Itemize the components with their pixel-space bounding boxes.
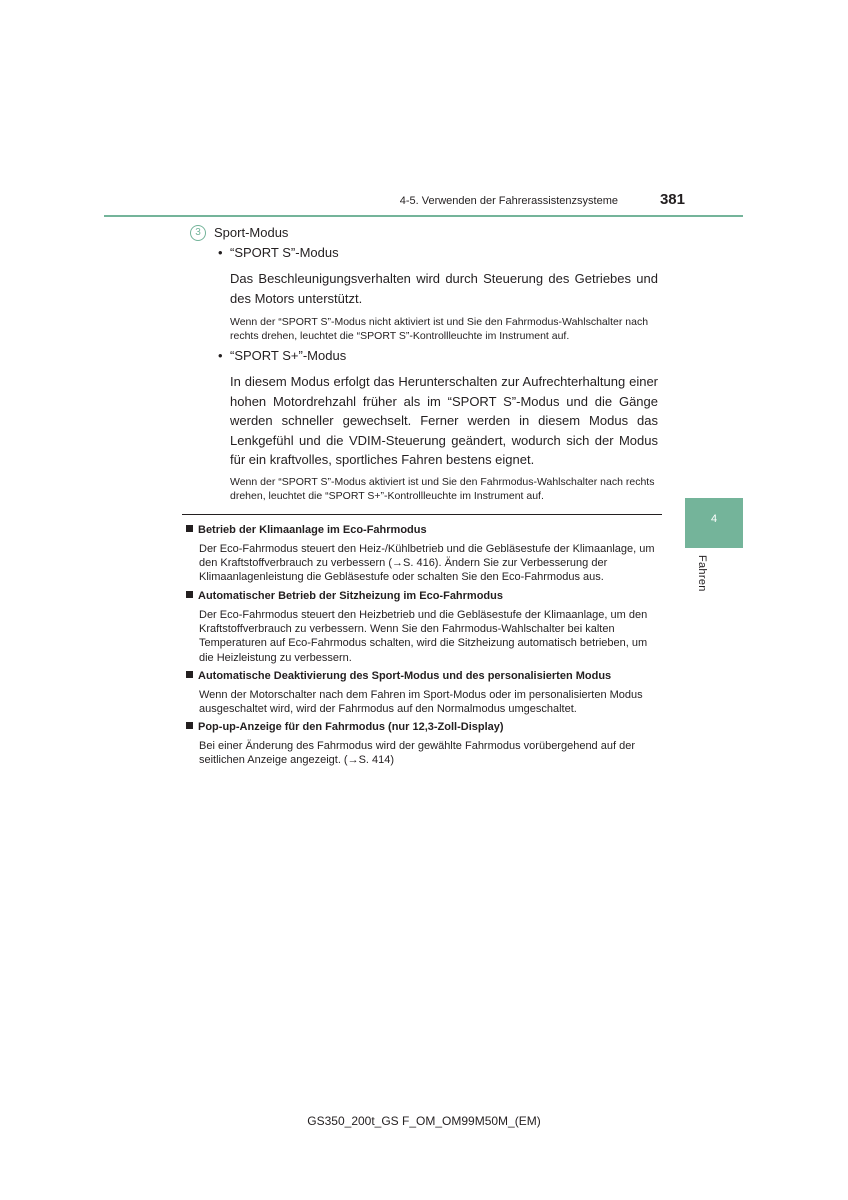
square-bullet-icon <box>186 722 193 729</box>
section-body: Wenn der Motorschalter nach dem Fahren im Sport-Modus oder im personalisierten Modus ausgeschaltet wird, wird der Fahrmodus auf den Normalmodus umgeschaltet. <box>199 689 643 716</box>
sport-s-plus-title: “SPORT S+”-Modus <box>230 348 347 363</box>
sport-s-title: “SPORT S”-Modus <box>230 245 339 260</box>
bullet-dot: • <box>218 348 223 363</box>
sport-s-plus-note: Wenn der “SPORT S”-Modus aktiviert ist und Sie den Fahrmodus-Wahlschalter nach rechts drehen, leuchtet die “SPORT S+”-Kontrollleuchte im Instrument auf. <box>230 476 655 502</box>
section-heading <box>186 721 504 733</box>
square-bullet-icon <box>186 591 193 598</box>
section-heading <box>186 524 427 536</box>
square-bullet-icon <box>186 525 193 532</box>
bullet-dot: • <box>218 245 223 260</box>
footer-doc-code: GS350_200t_GS F_OM_OM99M50M_(EM) <box>307 1114 541 1128</box>
chapter-label: Fahren <box>696 555 708 592</box>
chapter-tab <box>685 498 743 548</box>
chapter-number: 4 <box>710 513 718 525</box>
section-body: Bei einer Änderung des Fahrmodus wird der gewählte Fahrmodus vorübergehend auf der seitlichen Anzeige angezeigt. (→S. 414) <box>199 740 635 767</box>
section-heading-text: Betrieb der Klimaanlage im Eco-Fahrmodus <box>198 524 427 536</box>
square-bullet-icon <box>186 671 193 678</box>
section-heading <box>186 590 503 602</box>
section-heading-text: Pop-up-Anzeige für den Fahrmodus (nur 12,3-Zoll-Display) <box>198 721 504 733</box>
section-body: Der Eco-Fahrmodus steuert den Heiz-/Kühlbetrieb und die Gebläsestufe der Klimaanlage, um den Kraftstoffverbrauch zu verbessern (→S. 416). Ändern Sie zur Verbesserung der Klimaanlagenleistung die Gebläsestufe oder schalten Sie den Eco-Fahrmodus aus. <box>199 543 655 584</box>
section-heading-text: Automatische Deaktivierung des Sport-Modus und des personalisierten Modus <box>198 670 612 682</box>
item-number-circle: 3 <box>190 225 206 241</box>
sport-s-plus-description: In diesem Modus erfolgt das Herunterschalten zur Aufrechterhaltung einer hohen Motordrehzahl früher als im “SPORT S”-Modus und die Gänge werden schneller gewechselt. Ferner werden in diesem Modus das Lenkgefühl und die VDIM-Steuerung geändert, wodurch sich der Modus für ein kraftvolles, sportliches Fahren bestens eignet. <box>230 374 658 467</box>
page-number: 381 <box>659 191 685 208</box>
section-heading-text: Automatischer Betrieb der Sitzheizung im Eco-Fahrmodus <box>198 590 503 602</box>
sport-s-note: Wenn der “SPORT S”-Modus nicht aktiviert ist und Sie den Fahrmodus-Wahlschalter nach rechts drehen, leuchtet die “SPORT S”-Kontrollleuchte im Instrument auf. <box>230 316 649 342</box>
chapter-label-container <box>690 555 710 615</box>
section-body: Der Eco-Fahrmodus steuert den Heizbetrieb und die Gebläsestufe der Klimaanlage, um den Kraftstoffverbrauch zu verbessern. Wenn Sie den Fahrmodus-Wahlschalter bei kalten Temperaturen auf Eco-Fahrmodus schalten, wird die Sitzheizung automatisch betrieben, um die Heizleistung zu verbessern. <box>199 609 648 664</box>
sport-s-description: Das Beschleunigungsverhalten wird durch Steuerung des Getriebes und des Motors unterstützt. <box>230 271 658 306</box>
item-heading: Sport-Modus <box>214 225 289 240</box>
section-heading <box>186 670 611 682</box>
header-divider <box>104 215 743 217</box>
section-divider <box>182 514 662 515</box>
section-title: 4-5. Verwenden der Fahrerassistenzsysteme <box>399 195 618 207</box>
